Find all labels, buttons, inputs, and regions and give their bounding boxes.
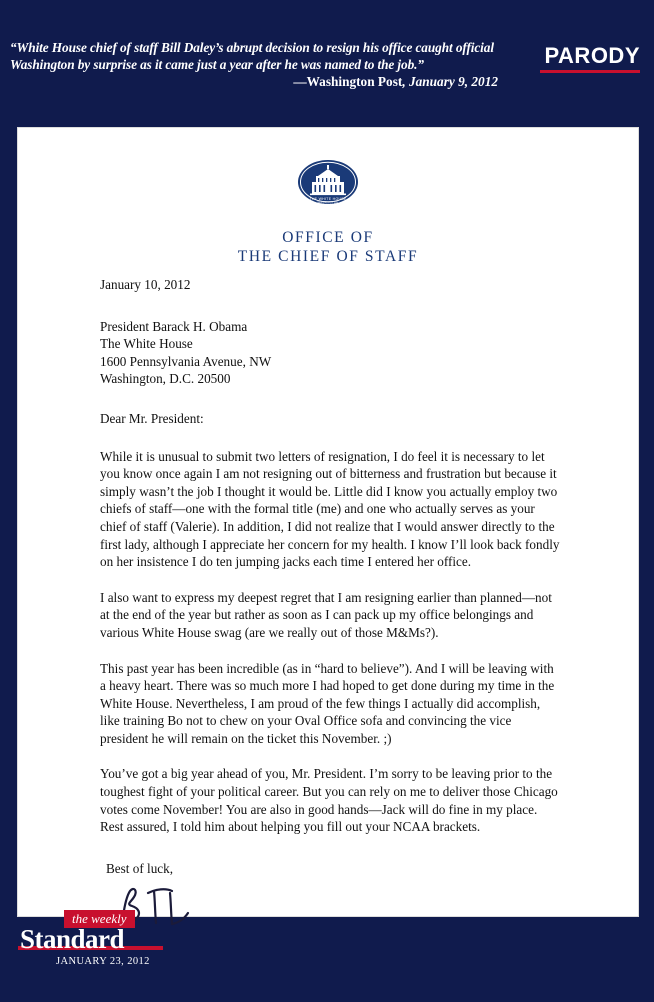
letter-closing: Best of luck, xyxy=(106,860,174,876)
address-line-3: 1600 Pennsylvania Avenue, NW xyxy=(100,353,272,369)
pull-quote xyxy=(10,40,510,91)
quote-source-date: , January 9, 2012 xyxy=(402,74,498,89)
letter-paragraph-2: I also want to express my deepest regret that I am resigning earlier than planned—not at the end of the year but rather as soon as I can pack up my office belongings and various White House swag (are we really out of those M&Ms?). xyxy=(100,589,552,640)
letter-body xyxy=(100,276,560,931)
masthead-issue-date: JANUARY 23, 2012 xyxy=(56,956,150,967)
letterhead-title xyxy=(18,228,638,266)
parody-stamp xyxy=(540,44,640,73)
parody-label: PARODY xyxy=(544,43,640,68)
seal-container xyxy=(18,156,638,223)
magazine-masthead xyxy=(18,910,188,974)
letter-date: January 10, 2012 xyxy=(100,277,191,292)
masthead-standard-label: Standard xyxy=(20,924,125,954)
letterhead-line-2: THE CHIEF OF STAFF xyxy=(237,248,419,265)
address-line-1: President Barack H. Obama xyxy=(100,318,248,334)
letter-salutation: Dear Mr. President: xyxy=(100,410,204,426)
white-house-seal-icon xyxy=(286,156,370,218)
letter-paragraph-1: While it is unusual to submit two letters of resignation, I do feel it is necessary to let you know once again I am not resigning out of bitterness and frustration but because it simply wasn’t the job I thought it would be. Little did I know you actually employ two chiefs of staff—one with the formal title (me) and one who actually serves as your chief of staff (Valerie). In addition, I did not realize that I would answer directly to the first lady, although I appreciate her concern for my health. I know I’ll look back fondly on her insistence I do ten jumping jacks each time I entered her office. xyxy=(100,448,560,570)
pull-quote-attribution xyxy=(10,74,510,91)
letter-sheet xyxy=(18,128,638,916)
svg-text:WASHINGTON: WASHINGTON xyxy=(317,201,339,205)
masthead-weekly-label: the weekly xyxy=(64,910,135,928)
parody-underline xyxy=(540,70,640,73)
recipient-address xyxy=(100,318,560,388)
letter-paragraph-3: This past year has been incredible (as in “hard to believe”). And I will be leaving with a heavy heart. There was so much more I had hoped to get done during my time in the White House. Nevertheless, I am proud of the few things I actually did accomplish, like training Bo not to chew on your Oval Office sofa and convincing the vice president he will remain on the ticket this November. ;) xyxy=(100,660,555,746)
letterhead-line-1: OFFICE OF xyxy=(282,229,374,246)
pull-quote-text: “White House chief of staff Bill Daley’s abrupt decision to resign his office caught official Washington by surprise as it came just a year after he was named to the job.” xyxy=(10,40,494,72)
quote-dash: — xyxy=(293,74,307,89)
letter-paragraph-4: You’ve got a big year ahead of you, Mr. President. I’m sorry to be leaving prior to the toughest fight of your political career. But you can rely on me to deliver those Chicago votes come November! You are also in good hands—Jack will do fine in my place. Rest assured, I told him about helping you fill out your NCAA brackets. xyxy=(100,766,558,835)
quote-source: Washington Post xyxy=(306,74,403,89)
address-line-2: The White House xyxy=(100,336,193,352)
svg-text:THE WHITE HOUSE: THE WHITE HOUSE xyxy=(309,196,347,201)
address-line-4: Washington, D.C. 20500 xyxy=(100,371,231,387)
